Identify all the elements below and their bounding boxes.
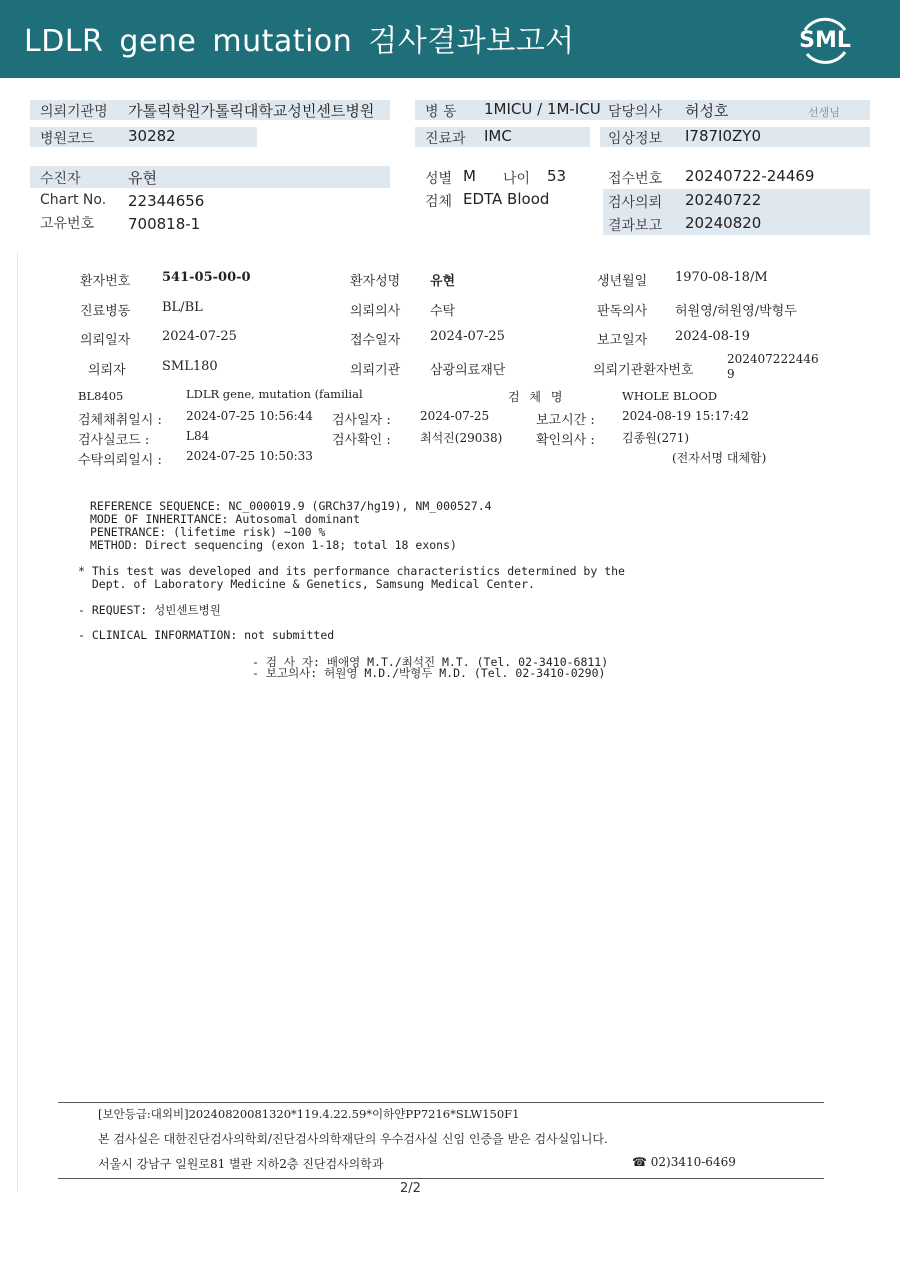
r-req-doctor-label: 의뢰의사 bbox=[350, 304, 401, 319]
r-birth: 1970-08-18/M bbox=[675, 270, 768, 285]
r-reader-label: 판독의사 bbox=[597, 304, 648, 319]
r-report-date: 2024-08-19 bbox=[675, 329, 750, 344]
hosp-code-value: 30282 bbox=[128, 127, 176, 145]
r-collect: 2024-07-25 10:56:44 bbox=[186, 409, 313, 423]
r-confirm-doc: 김종원(271) bbox=[622, 431, 690, 445]
specimen-label: 검체 bbox=[425, 194, 453, 210]
ref-line-1: REFERENCE SEQUENCE: NC_000019.9 (GRCh37/hg19), NM_000527.4 bbox=[90, 499, 492, 513]
patient-box bbox=[30, 166, 390, 188]
r-req-org-patno-2: 9 bbox=[727, 367, 735, 381]
r-lab-code: L84 bbox=[186, 429, 210, 443]
r-req-org-label: 의뢰기관 bbox=[350, 363, 401, 378]
age-label: 나이 bbox=[503, 171, 531, 187]
r-report-date-label: 보고일자 bbox=[597, 333, 648, 348]
r-receipt-date-label: 접수일자 bbox=[350, 333, 401, 348]
ward-value: 1MICU / 1M-ICU bbox=[484, 100, 601, 118]
ward-label: 병 동 bbox=[425, 104, 457, 120]
r-req-org-patno-1: 202407222446 bbox=[727, 352, 819, 366]
result-value: 20240820 bbox=[685, 214, 762, 232]
request-line: - REQUEST: 성빈센트병원 bbox=[78, 603, 221, 617]
doctor-suffix: 선생님 bbox=[808, 106, 840, 119]
r-test-name: LDLR gene, mutation (familial bbox=[186, 387, 363, 401]
sex-value: M bbox=[463, 167, 476, 185]
r-specimen-name: WHOLE BLOOD bbox=[622, 389, 718, 403]
sex-label: 성별 bbox=[425, 171, 453, 187]
r-patient-name-label: 환자성명 bbox=[350, 274, 401, 289]
r-ward-label: 진료병동 bbox=[80, 304, 131, 319]
r-test-code: BL8405 bbox=[78, 389, 124, 403]
specimen-value: EDTA Blood bbox=[463, 190, 550, 208]
clinical-label: 임상정보 bbox=[608, 131, 663, 147]
footer-security: [보안등급:대외비]20240820081320*119.4.22.59*이하얀PP7216*SLW150F1 bbox=[98, 1107, 520, 1121]
dept-label: 진료과 bbox=[425, 131, 466, 147]
r-req-doctor: 수탁 bbox=[430, 304, 456, 319]
unique-label: 고유번호 bbox=[40, 216, 95, 232]
r-report-time: 2024-08-19 15:17:42 bbox=[622, 409, 749, 423]
footer-rule-bottom bbox=[58, 1178, 824, 1179]
r-birth-label: 생년월일 bbox=[597, 274, 648, 289]
r-report-time-label: 보고시간 : bbox=[536, 413, 595, 428]
r-ward: BL/BL bbox=[162, 300, 203, 315]
page-edge bbox=[17, 252, 18, 1192]
r-req-org-patno-label: 의뢰기관환자번호 bbox=[593, 363, 694, 378]
doctor-value: 허성호 bbox=[685, 102, 729, 120]
note-line-1: * This test was developed and its performance characteristics determined by the bbox=[78, 564, 625, 578]
test-req-label: 검사의뢰 bbox=[608, 195, 663, 211]
r-test-date-label: 검사일자 : bbox=[332, 413, 391, 428]
footer-cert: 본 검사실은 대한진단검사의학회/진단검사의학재단의 우수검사실 신임 인증을 받은 검사실입니다. bbox=[98, 1132, 608, 1146]
r-patient-name: 유현 bbox=[430, 274, 456, 289]
r-req-date: 2024-07-25 bbox=[162, 329, 237, 344]
r-confirm-doc-label: 확인의사 : bbox=[536, 433, 595, 448]
r-requester-label: 의뢰자 bbox=[88, 363, 126, 378]
r-test-confirm-label: 검사확인 : bbox=[332, 433, 391, 448]
footer-rule-top bbox=[58, 1102, 824, 1103]
r-test-confirm: 최석진(29038) bbox=[420, 431, 503, 445]
r-req-org: 삼광의료재단 bbox=[430, 363, 506, 378]
footer-phone: ☎ 02)3410-6469 bbox=[632, 1155, 736, 1169]
r-test-date: 2024-07-25 bbox=[420, 409, 490, 423]
test-req-value: 20240722 bbox=[685, 191, 762, 209]
clinical-value: I787I0ZY0 bbox=[685, 127, 762, 145]
req-org-label: 의뢰기관명 bbox=[40, 104, 108, 120]
tester-line: - 검 사 자: 배애영 M.T./최석진 M.T. (Tel. 02-3410-6811) bbox=[252, 655, 609, 669]
age-value: 53 bbox=[547, 167, 567, 185]
r-req-date-label: 의뢰일자 bbox=[80, 333, 131, 348]
doctor-label: 담당의사 bbox=[608, 104, 663, 120]
note-line-2: Dept. of Laboratory Medicine & Genetics, Samsung Medical Center. bbox=[78, 577, 535, 591]
req-org-value: 가톨릭학원가톨릭대학교성빈센트병원 bbox=[128, 102, 375, 120]
ref-line-3: PENETRANCE: (lifetime risk) ~100 % bbox=[90, 525, 326, 539]
sml-logo bbox=[795, 12, 855, 68]
r-esign: (전자서명 대체함) bbox=[672, 451, 767, 465]
r-consign: 2024-07-25 10:50:33 bbox=[186, 449, 313, 463]
ref-line-2: MODE OF INHERITANCE: Autosomal dominant bbox=[90, 512, 361, 526]
patient-label: 수진자 bbox=[40, 171, 81, 187]
r-specimen-name-label: 검 체 명 bbox=[508, 390, 563, 404]
footer-address: 서울시 강남구 일원로81 별관 지하2층 진단검사의학과 bbox=[98, 1157, 384, 1171]
reporter-line: - 보고의사: 허원영 M.D./박형두 M.D. (Tel. 02-3410-0290) bbox=[252, 666, 606, 680]
report-header bbox=[0, 0, 900, 78]
logo-text: SML bbox=[799, 28, 851, 53]
clinical-line: - CLINICAL INFORMATION: not submitted bbox=[78, 628, 335, 642]
receipt-no-label: 접수번호 bbox=[608, 171, 663, 187]
r-receipt-date: 2024-07-25 bbox=[430, 329, 505, 344]
r-collect-label: 검체채취일시 : bbox=[78, 413, 162, 428]
r-patient-no: 541-05-00-0 bbox=[162, 270, 251, 285]
r-patient-no-label: 환자번호 bbox=[80, 274, 131, 289]
patient-value: 유현 bbox=[128, 169, 157, 187]
dept-value: IMC bbox=[484, 127, 512, 145]
hosp-code-label: 병원코드 bbox=[40, 131, 95, 147]
r-reader: 허원영/허원영/박형두 bbox=[675, 304, 797, 319]
r-consign-label: 수탁의뢰일시 : bbox=[78, 453, 162, 468]
ref-line-4: METHOD: Direct sequencing (exon 1-18; total 18 exons) bbox=[90, 538, 457, 552]
report-title: LDLR gene mutation 검사결과보고서 bbox=[24, 24, 575, 59]
receipt-no-value: 20240722-24469 bbox=[685, 167, 815, 185]
r-requester: SML180 bbox=[162, 359, 218, 374]
result-label: 결과보고 bbox=[608, 218, 663, 234]
r-lab-code-label: 검사실코드 : bbox=[78, 433, 150, 448]
page-number: 2/2 bbox=[400, 1181, 421, 1196]
chart-value: 22344656 bbox=[128, 192, 205, 210]
chart-label: Chart No. bbox=[40, 192, 107, 208]
unique-value: 700818-1 bbox=[128, 215, 201, 233]
